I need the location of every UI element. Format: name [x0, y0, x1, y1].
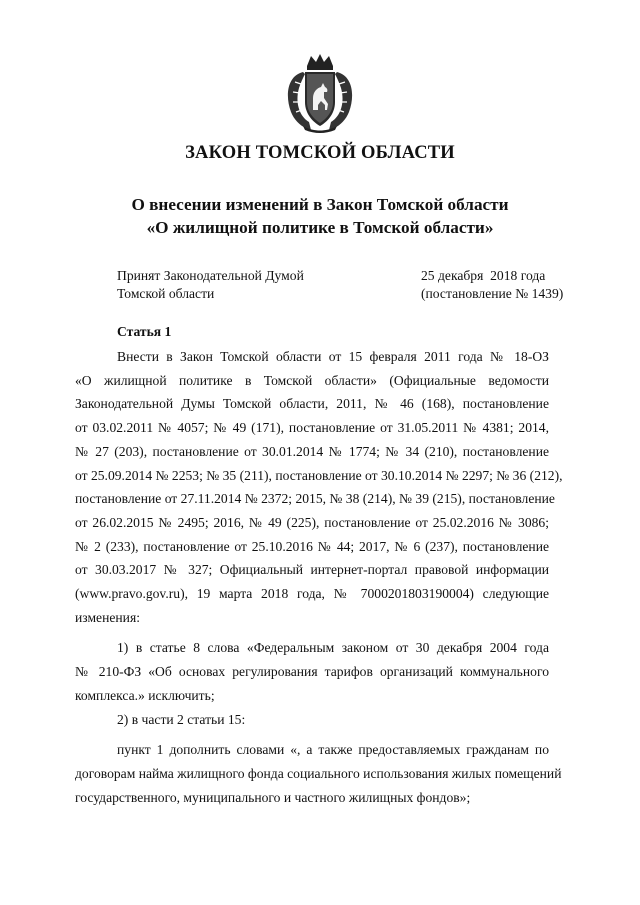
- adopted-by-line: Принят Законодательной Думой: [117, 268, 304, 283]
- article-item-1: [75, 636, 549, 707]
- article-point-1: [75, 738, 562, 809]
- article-heading: Статья 1: [117, 324, 172, 339]
- text-line: государственного, муниципального и частного жилищных фондов»;: [75, 789, 471, 805]
- text-line: «О жилищной политике в Томской области» (Официальные ведомости: [75, 372, 549, 388]
- text-line: от 03.02.2011 № 4057; № 49 (171), постановление от 31.05.2011 № 4381; 2014,: [75, 420, 549, 436]
- subtitle-line: «О жилищной политике в Томской области»: [146, 218, 494, 237]
- article-item-2: [75, 708, 549, 732]
- adoption-date-block: [421, 267, 563, 302]
- law-subtitle: [0, 193, 640, 239]
- law-title: ЗАКОН ТОМСКОЙ ОБЛАСТИ: [185, 143, 455, 163]
- adopted-by-block: [117, 267, 304, 302]
- text-line: Внести в Закон Томской области от 15 февраля 2011 года № 18-ОЗ: [117, 349, 549, 364]
- subtitle-line: О внесении изменений в Закон Томской области: [131, 195, 509, 214]
- text-line: договорам найма жилищного фонда социального использования жилых помещений: [75, 765, 562, 781]
- text-line: 2) в части 2 статьи 15:: [117, 711, 246, 727]
- text-line: изменения:: [75, 609, 140, 625]
- text-line: от 30.03.2017 № 327; Официальный интернет-портал правовой информации: [75, 562, 549, 578]
- text-line: комплекса.» исключить;: [75, 687, 215, 703]
- resolution-number-line: (постановление № 1439): [421, 285, 564, 301]
- text-line: от 26.02.2015 № 2495; 2016, № 49 (225), постановление от 25.02.2016 № 3086;: [75, 514, 549, 530]
- text-line: № 210-ФЗ «Об основах регулирования тарифов организаций коммунального: [75, 664, 549, 680]
- tomsk-region-coat-of-arms-icon: [283, 52, 357, 134]
- article-intro-paragraph: [75, 345, 563, 629]
- article-body: [75, 345, 563, 809]
- adopted-by-line: Томской области: [117, 285, 215, 301]
- text-line: пункт 1 дополнить словами «, а также предоставляемых гражданам по: [117, 742, 549, 758]
- text-line: 1) в статье 8 слова «Федеральным законом от 30 декабря 2004 года: [117, 640, 549, 656]
- text-line: № 2 (233), постановление от 25.10.2016 № 44; 2017, № 6 (237), постановление: [75, 538, 549, 554]
- text-line: № 27 (203), постановление от 30.01.2014 № 1774; № 34 (210), постановление: [75, 443, 549, 459]
- text-line: от 25.09.2014 № 2253; № 35 (211), постановление от 30.10.2014 № 2297; № 36 (212),: [75, 467, 563, 483]
- text-line: (www.pravo.gov.ru), 19 марта 2018 года, № 7000201803190004) следующие: [75, 586, 549, 602]
- text-line: Законодательной Думы Томской области, 2011, № 46 (168), постановление: [75, 396, 549, 412]
- adoption-date-line: 25 декабря 2018 года: [421, 268, 546, 283]
- text-line: постановление от 27.11.2014 № 2372; 2015, № 38 (214), № 39 (215), постановление: [75, 491, 555, 507]
